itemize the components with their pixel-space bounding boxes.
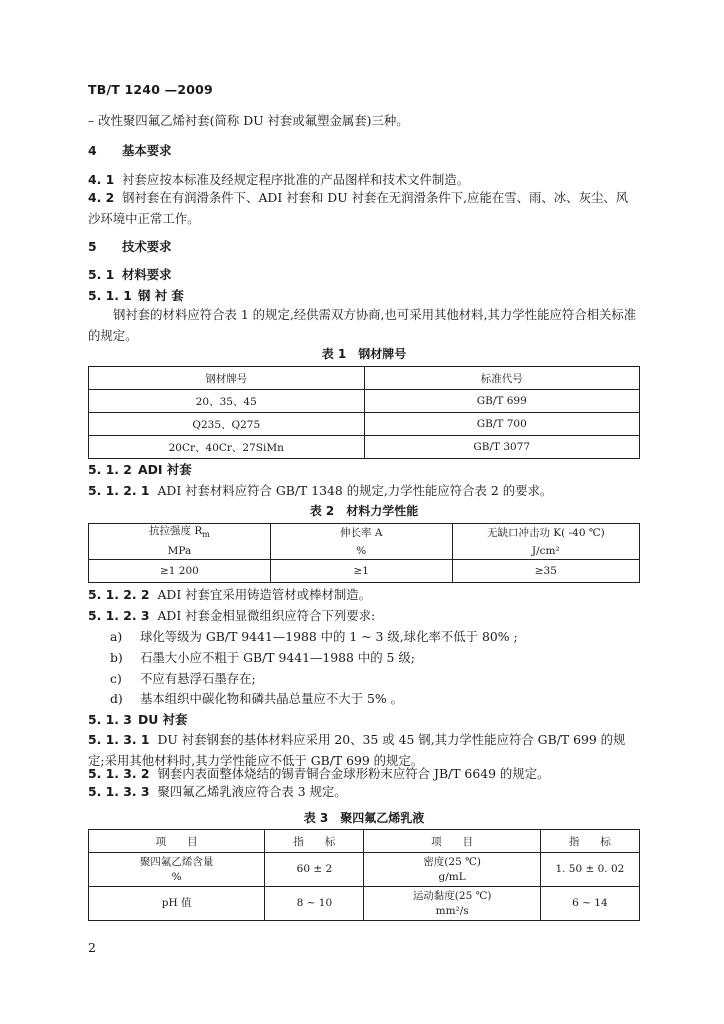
column-header: 伸长率 A (270, 524, 452, 543)
table-cell: GB/T 3077 (364, 436, 640, 459)
list-marker: c) (110, 671, 122, 686)
section-4-heading (88, 142, 172, 160)
section-number: 4 (88, 143, 97, 158)
clause-number: 4. 2 (88, 190, 115, 205)
clause-5-1-1-heading (88, 287, 184, 305)
item-unit: mm²/s (435, 904, 469, 917)
clause-text: ADI 衬套金相显微组织应符合下列要求: (157, 608, 376, 623)
table-cell (364, 887, 540, 921)
list-marker: a) (110, 629, 123, 644)
section-title: 技术要求 (122, 239, 172, 254)
item-name: 运动黏度(25 ℃) (412, 889, 492, 902)
table-2-mechanical-properties (88, 523, 640, 583)
table-row (89, 413, 640, 436)
table-row (89, 436, 640, 459)
list-marker: b) (110, 650, 123, 665)
list-text: 基本组织中碳化物和磷共晶总量应不大于 5% 。 (140, 691, 403, 706)
clause-text: ADI 衬套材料应符合 GB/T 1348 的规定,力学性能应符合表 2 的要求。 (157, 483, 553, 498)
clause-number: 5. 1. 2. 2 (88, 587, 150, 602)
clause-number: 5. 1. 2 (88, 462, 132, 477)
table-row (89, 853, 640, 887)
clause-text: 钢套内表面整体烧结的锡青铜合金球形粉末应符合 JB/T 6649 的规定。 (157, 766, 550, 781)
table-1-caption: 表 1 钢材牌号 (321, 347, 407, 361)
clause-text: 衬套应按本标准及经规定程序批准的产品图样和技术文件制造。 (122, 172, 470, 187)
table-cell (364, 853, 540, 887)
list-text: 不应有悬浮石墨存在; (140, 671, 256, 686)
table-3-ptfe-emulsion (88, 829, 640, 921)
item-unit: g/mL (438, 870, 466, 883)
table-cell: 6 ~ 14 (540, 887, 639, 921)
item-name: 聚四氟乙烯含量 (139, 855, 214, 868)
list-item (110, 649, 415, 667)
table-cell: Q235、Q275 (89, 413, 365, 436)
clause-5-1-2-1 (88, 482, 552, 500)
unit-cell: MPa (89, 542, 271, 560)
section-5-heading (88, 238, 172, 256)
section-title: 基本要求 (122, 143, 172, 158)
table-row (89, 560, 640, 583)
list-item (110, 690, 403, 708)
clause-number: 5. 1. 3. 2 (88, 766, 150, 781)
column-header: 无缺口冲击功 K( -40 ℃) (452, 524, 639, 543)
table-row (89, 390, 640, 413)
table-2-caption: 表 2 材料力学性能 (309, 504, 419, 518)
clause-number: 5. 1. 3 (88, 712, 132, 727)
table-cell: 60 ± 2 (265, 853, 364, 887)
table-cell: GB/T 699 (364, 390, 640, 413)
table-3-caption: 表 3 聚四氟乙烯乳液 (303, 811, 425, 825)
clause-title: 钢 衬 套 (138, 288, 184, 303)
table-header-row (89, 830, 640, 853)
clause-number: 5. 1. 2. 1 (88, 483, 150, 498)
clause-5-1-3-2 (88, 765, 549, 783)
clause-number: 5. 1. 2. 3 (88, 608, 150, 623)
clause-title: 材料要求 (122, 267, 172, 282)
table-cell: GB/T 700 (364, 413, 640, 436)
column-header: 标准代号 (364, 367, 640, 390)
clause-text: DU 衬套钢套的基体材料应采用 20、35 或 45 钢,其力学性能应符合 GB/T 699 的规定;采用其他材料时,其力学性能应不低于 GB/T 699 的规定。 (88, 732, 626, 768)
item-name: pH 值 (161, 897, 192, 909)
clause-5-1-2-2 (88, 586, 371, 604)
clause-text: 聚四氟乙烯乳液应符合表 3 规定。 (157, 784, 347, 799)
table-cell (89, 887, 265, 921)
table-cell: ≥1 (270, 560, 452, 583)
table-units-row (89, 542, 640, 560)
table-cell: 8 ~ 10 (265, 887, 364, 921)
clause-number: 5. 1. 3. 1 (88, 732, 150, 747)
clause-5-1-2-3 (88, 607, 375, 625)
list-item (110, 628, 518, 646)
clause-5-1-1-text: 钢衬套的材料应符合表 1 的规定,经供需双方协商,也可采用其他材料,其力学性能应符合相关标准的规定。 (88, 307, 637, 343)
clause-5-1-3-3 (88, 783, 347, 801)
table-cell: ≥1 200 (89, 560, 271, 583)
clause-number: 4. 1 (88, 172, 115, 187)
column-header: 钢材牌号 (89, 367, 365, 390)
table-cell (89, 853, 265, 887)
clause-text: ADI 衬套宜采用铸造管材或棒材制造。 (157, 587, 372, 602)
table-row (89, 887, 640, 921)
column-header: 项 目 (364, 830, 540, 853)
list-text: 球化等级为 GB/T 9441—1988 中的 1 ~ 3 级,球化率不低于 80% ; (140, 629, 518, 644)
list-item (110, 670, 256, 688)
column-header: 项 目 (89, 830, 265, 853)
page-number: 2 (88, 940, 96, 955)
clause-5-1-3-heading (88, 711, 187, 729)
clause-4-2 (88, 187, 640, 229)
header-subscript: m (202, 530, 210, 540)
table-1-steel-grades (88, 366, 640, 459)
table-cell: 20、35、45 (89, 390, 365, 413)
clause-title: ADI 衬套 (138, 462, 192, 477)
clause-5-1-2-heading (88, 461, 192, 479)
column-header: 指 标 (265, 830, 364, 853)
table-header-row (89, 524, 640, 543)
list-marker: d) (110, 691, 123, 706)
column-header: 指 标 (540, 830, 639, 853)
column-header (89, 524, 271, 543)
clause-number: 5. 1. 3. 3 (88, 784, 150, 799)
list-text: 石墨大小应不粗于 GB/T 9441—1988 中的 5 级; (140, 650, 415, 665)
unit-cell: % (270, 542, 452, 560)
table-header-row (89, 367, 640, 390)
section-number: 5 (88, 239, 97, 254)
header-text: 抗拉强度 R (148, 525, 203, 537)
table-cell: 20Cr、40Cr、27SiMn (89, 436, 365, 459)
clause-title: DU 衬套 (138, 712, 188, 727)
unit-cell: J/cm² (452, 542, 639, 560)
table-cell: 1. 50 ± 0. 02 (540, 853, 639, 887)
item-name: 密度(25 ℃) (423, 855, 481, 868)
item-unit: % (171, 870, 182, 883)
clause-5-1-heading (88, 266, 172, 284)
table-cell: ≥35 (452, 560, 639, 583)
intro-line: – 改性聚四氟乙烯衬套(简称 DU 衬套或氟塑金属套)三种。 (88, 113, 409, 128)
standard-header: TB/T 1240 —2009 (88, 82, 213, 97)
clause-text: 钢衬套在有润滑条件下、ADI 衬套和 DU 衬套在无润滑条件下,应能在雪、雨、冰、灰尘、风沙环境中正常工作。 (88, 190, 629, 226)
clause-number: 5. 1. 1 (88, 288, 132, 303)
clause-number: 5. 1 (88, 267, 115, 282)
